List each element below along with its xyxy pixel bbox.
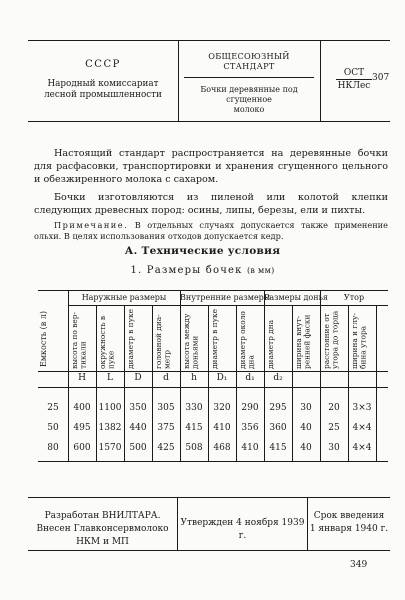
group-rule xyxy=(68,305,388,306)
column-rule xyxy=(208,305,209,461)
table-cell: 1100 xyxy=(98,403,122,413)
column-rule xyxy=(292,305,293,461)
fraction-bar xyxy=(336,79,372,80)
note-label: Примечание. xyxy=(54,220,129,230)
country-label: СССР xyxy=(85,59,121,70)
capacity-cell: 50 xyxy=(47,423,59,433)
column-symbol: d₁ xyxy=(245,373,255,383)
table-cell: 330 xyxy=(185,403,203,413)
table-cell: 30 xyxy=(300,403,312,413)
column-header: диаметр в пуке xyxy=(126,309,135,369)
table-cell: 410 xyxy=(213,423,231,433)
column-rule xyxy=(320,291,321,461)
table-title: 1. Размеры бочек (в мм) xyxy=(130,265,275,276)
column-symbol: H xyxy=(78,373,86,383)
column-symbol: d₂ xyxy=(273,373,283,383)
page-number: 349 xyxy=(350,560,368,570)
column-header: диаметр дна xyxy=(266,319,275,369)
table-cell: 305 xyxy=(157,403,175,413)
table-unit: (в мм) xyxy=(246,266,275,275)
material-paragraph: Бочки изготовляются из пиленой или колотой клепки следующих древесных пород: осины, липы, березы, ели и пихты. xyxy=(34,192,388,216)
column-symbol: h xyxy=(191,373,197,383)
column-symbol: D₁ xyxy=(216,373,228,383)
note-text: В отдельных случаях допускается также применение ольхи. В целях использования отходов допускается кедр. xyxy=(34,220,388,241)
table-cell: 600 xyxy=(73,443,91,453)
table-cell: 290 xyxy=(241,403,259,413)
ost-code: ОСТ НКЛес xyxy=(337,68,371,91)
table-cell: 425 xyxy=(157,443,175,453)
capacity-header: Емкость (в л) xyxy=(39,310,48,367)
standard-header xyxy=(28,40,390,122)
column-header: окружность в пуке xyxy=(98,315,116,369)
section-title: А. Технические условия xyxy=(124,245,281,257)
group-croze: Утор xyxy=(343,293,365,302)
table-cell: 400 xyxy=(73,403,91,413)
header-divider xyxy=(184,77,314,78)
column-header: диаметр в пуке xyxy=(210,309,219,369)
table-cell: 375 xyxy=(157,423,175,433)
commissariat-label: Народный комиссариат лесной промышленности xyxy=(44,79,162,100)
table-cell: 295 xyxy=(269,403,287,413)
issuer-cell xyxy=(28,41,179,121)
table-cell: 1570 xyxy=(98,443,122,453)
ost-code-cell xyxy=(320,41,390,121)
column-rule xyxy=(348,305,349,461)
note-paragraph xyxy=(34,220,388,242)
symbol-rule xyxy=(38,387,388,388)
approval-date: Утвержден 4 ноября 1939 г. xyxy=(178,498,308,550)
group-inner: Внутренние размеры xyxy=(180,293,271,302)
capacity-cell: 80 xyxy=(47,443,59,453)
column-rule xyxy=(124,305,125,461)
developed-by: Разработан ВНИЛТАРА. Внесен Главконсервмолоко НКМ и МП xyxy=(28,498,178,550)
column-header: головной диа-метр xyxy=(154,314,172,369)
table-cell: 495 xyxy=(73,423,91,433)
standard-title: ОБЩЕСОЮЗНЫЙ СТАНДАРТ xyxy=(208,51,290,71)
column-symbol: d xyxy=(163,373,169,383)
column-rule xyxy=(376,305,377,461)
table-cell: 1382 xyxy=(98,423,122,433)
table-cell: 4×4 xyxy=(352,423,372,433)
table-cell: 4×4 xyxy=(352,443,372,453)
table-cell: 360 xyxy=(269,423,287,433)
capacity-cell: 25 xyxy=(47,403,59,413)
table-cell: 350 xyxy=(129,403,147,413)
product-title: Бочки деревянные под сгущенное молоко xyxy=(200,85,298,114)
dimensions-table xyxy=(38,290,388,462)
ost-number: 307 xyxy=(372,73,390,83)
group-bottom: Размеры донья xyxy=(264,293,328,302)
column-rule xyxy=(236,305,237,461)
table-cell: 320 xyxy=(213,403,231,413)
scope-paragraph: Настоящий стандарт распространяется на деревянные бочки для расфасовки, транспортировки и хранения сгущенного цельного и обезжиренного молока с сахаром. xyxy=(34,148,388,185)
table-cell: 20 xyxy=(328,403,340,413)
standard-title-cell xyxy=(178,41,321,121)
table-cell: 468 xyxy=(213,443,231,453)
table-cell: 40 xyxy=(300,423,312,433)
group-outer: Наружные размеры xyxy=(81,293,167,302)
table-cell: 415 xyxy=(269,443,287,453)
column-header: высота между доньями xyxy=(182,313,200,369)
table-cell: 25 xyxy=(328,423,340,433)
column-header: диаметр около дна xyxy=(238,311,256,369)
table-cell: 356 xyxy=(241,423,259,433)
column-header: высота по вер-тикали xyxy=(70,312,88,369)
table-cell: 40 xyxy=(300,443,312,453)
table-cell: 3×3 xyxy=(352,403,372,413)
table-cell: 440 xyxy=(129,423,147,433)
effective-date: Срок введения 1 января 1940 г. xyxy=(309,511,389,534)
column-header: ширина и глу-бина утора xyxy=(350,313,368,369)
column-header: ширина внут-ренней фаски xyxy=(294,314,312,369)
table-cell: 30 xyxy=(328,443,340,453)
standard-footer xyxy=(28,497,390,551)
table-cell: 500 xyxy=(129,443,147,453)
header-rule xyxy=(38,371,388,372)
column-symbol: D xyxy=(134,373,142,383)
table-cell: 410 xyxy=(241,443,259,453)
table-cell: 415 xyxy=(185,423,203,433)
column-rule xyxy=(152,305,153,461)
column-rule xyxy=(96,305,97,461)
column-symbol: L xyxy=(107,373,113,383)
column-header: расстояние от утора до торца xyxy=(322,310,340,369)
table-cell: 508 xyxy=(185,443,203,453)
